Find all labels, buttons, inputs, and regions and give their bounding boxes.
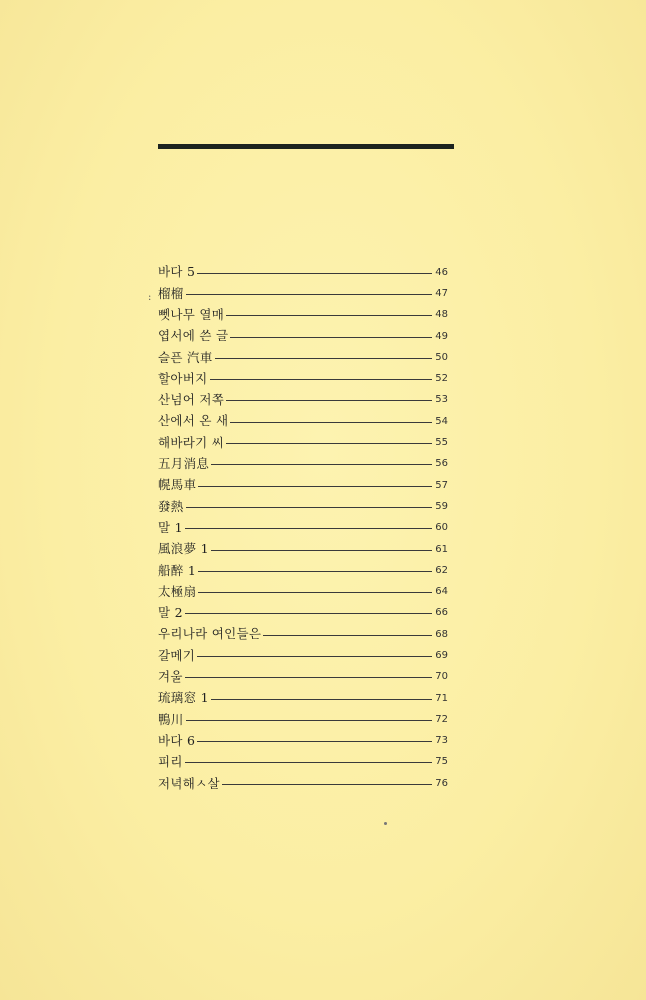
toc-entry-title: 겨울 — [158, 669, 183, 685]
toc-entry-page: 48 — [435, 309, 448, 321]
toc-entry-title: 榴榴 — [158, 285, 184, 301]
ink-speck — [384, 822, 387, 825]
toc-entry-title: 船醉 1 — [158, 562, 197, 578]
toc-entry — [158, 560, 448, 581]
toc-entry-title: 뻿나무 열매 — [158, 306, 225, 322]
toc-entry — [158, 752, 448, 773]
toc-entry-page: 61 — [435, 543, 448, 555]
toc-entry-title: 해바라기 씨 — [158, 434, 225, 450]
toc-entry-title: 發熱 — [158, 498, 184, 514]
toc-entry-title: 五月消息 — [158, 456, 210, 472]
toc-entry-title: 엽서에 쓴 글 — [158, 328, 229, 344]
toc-entry — [158, 603, 448, 624]
leader-line — [197, 273, 432, 274]
toc-entry-title: 산넘어 저쪽 — [158, 392, 225, 408]
toc-entry-page: 52 — [435, 373, 448, 385]
toc-entry-page: 70 — [435, 671, 448, 683]
toc-entry — [158, 667, 448, 688]
toc-entry-page: 62 — [435, 564, 448, 576]
leader-line — [226, 315, 432, 316]
toc-entry — [158, 347, 448, 368]
toc-entry-title: 슬픈 汽車 — [158, 349, 213, 365]
toc-entry-page: 53 — [435, 394, 448, 406]
leader-line — [230, 422, 432, 423]
leader-line — [198, 592, 432, 593]
toc-entry-title: 저녁해ㅅ살 — [158, 775, 220, 791]
toc-entry-title: 太極扇 — [158, 583, 197, 599]
toc-entry — [158, 731, 448, 752]
toc-entry-title: 산에서 온 새 — [158, 413, 229, 429]
toc-entry — [158, 390, 448, 411]
toc-entry — [158, 326, 448, 347]
toc-entry-page: 54 — [435, 415, 448, 427]
toc-entry — [158, 475, 448, 496]
toc-entry — [158, 709, 448, 730]
toc-entry-page: 66 — [435, 607, 448, 619]
toc-entry — [158, 539, 448, 560]
toc-entry-page: 46 — [435, 266, 448, 278]
toc-entry-page: 71 — [435, 692, 448, 704]
leader-line — [185, 677, 432, 678]
toc-entry — [158, 645, 448, 666]
toc-entry — [158, 688, 448, 709]
toc-entry-page: 64 — [435, 586, 448, 598]
toc-entry — [158, 581, 448, 602]
toc-entry-title: 갈메기 — [158, 647, 196, 663]
leader-line — [226, 400, 432, 401]
leader-line — [186, 507, 432, 508]
toc-entry-page: 47 — [435, 287, 448, 299]
toc-entry-title: 피리 — [158, 754, 183, 770]
toc-entry — [158, 262, 448, 283]
toc-entry-page: 72 — [435, 713, 448, 725]
margin-mark: : — [148, 292, 152, 303]
leader-line — [197, 741, 432, 742]
leader-line — [230, 337, 432, 338]
toc-entry-title: 鴨川 — [158, 711, 184, 727]
toc-entry-page: 57 — [435, 479, 448, 491]
leader-line — [211, 550, 432, 551]
leader-line — [210, 379, 432, 380]
leader-line — [198, 486, 432, 487]
toc-entry — [158, 624, 448, 645]
leader-line — [263, 635, 432, 636]
toc-entry — [158, 305, 448, 326]
toc-entry-page: 55 — [435, 437, 448, 449]
leader-line — [222, 784, 432, 785]
toc-entry-page: 75 — [435, 756, 448, 768]
toc-entry-page: 49 — [435, 330, 448, 342]
toc-entry — [158, 454, 448, 475]
toc-entry — [158, 773, 448, 794]
toc-entry — [158, 283, 448, 304]
table-of-contents — [158, 262, 448, 794]
toc-entry-title: 할아버지 — [158, 370, 208, 386]
toc-entry — [158, 518, 448, 539]
toc-entry-page: 73 — [435, 735, 448, 747]
leader-line — [185, 613, 432, 614]
leader-line — [186, 294, 432, 295]
leader-line — [215, 358, 432, 359]
toc-entry-title: 바다 5 — [158, 264, 196, 280]
toc-entry-title: 말 2 — [158, 605, 183, 621]
toc-entry — [158, 368, 448, 389]
toc-entry-page: 68 — [435, 628, 448, 640]
toc-entry-page: 76 — [435, 777, 448, 789]
toc-entry-title: 幌馬車 — [158, 477, 197, 493]
leader-line — [186, 720, 432, 721]
toc-entry-title: 琉璃窓 1 — [158, 690, 209, 706]
toc-entry-title: 風浪夢 1 — [158, 541, 209, 557]
leader-line — [211, 699, 432, 700]
leader-line — [198, 571, 432, 572]
toc-entry-page: 60 — [435, 522, 448, 534]
toc-entry — [158, 411, 448, 432]
toc-entry-title: 우리나라 여인들은 — [158, 626, 262, 642]
leader-line — [185, 528, 432, 529]
toc-entry-page: 56 — [435, 458, 448, 470]
leader-line — [226, 443, 432, 444]
toc-entry-title: 말 1 — [158, 519, 183, 535]
leader-line — [185, 762, 432, 763]
toc-entry-page: 59 — [435, 500, 448, 512]
toc-entry — [158, 432, 448, 453]
toc-entry-page: 69 — [435, 649, 448, 661]
toc-entry-title: 바다 6 — [158, 732, 196, 748]
leader-line — [197, 656, 432, 657]
toc-entry — [158, 496, 448, 517]
header-rule — [158, 144, 454, 149]
leader-line — [211, 464, 432, 465]
toc-entry-page: 50 — [435, 351, 448, 363]
